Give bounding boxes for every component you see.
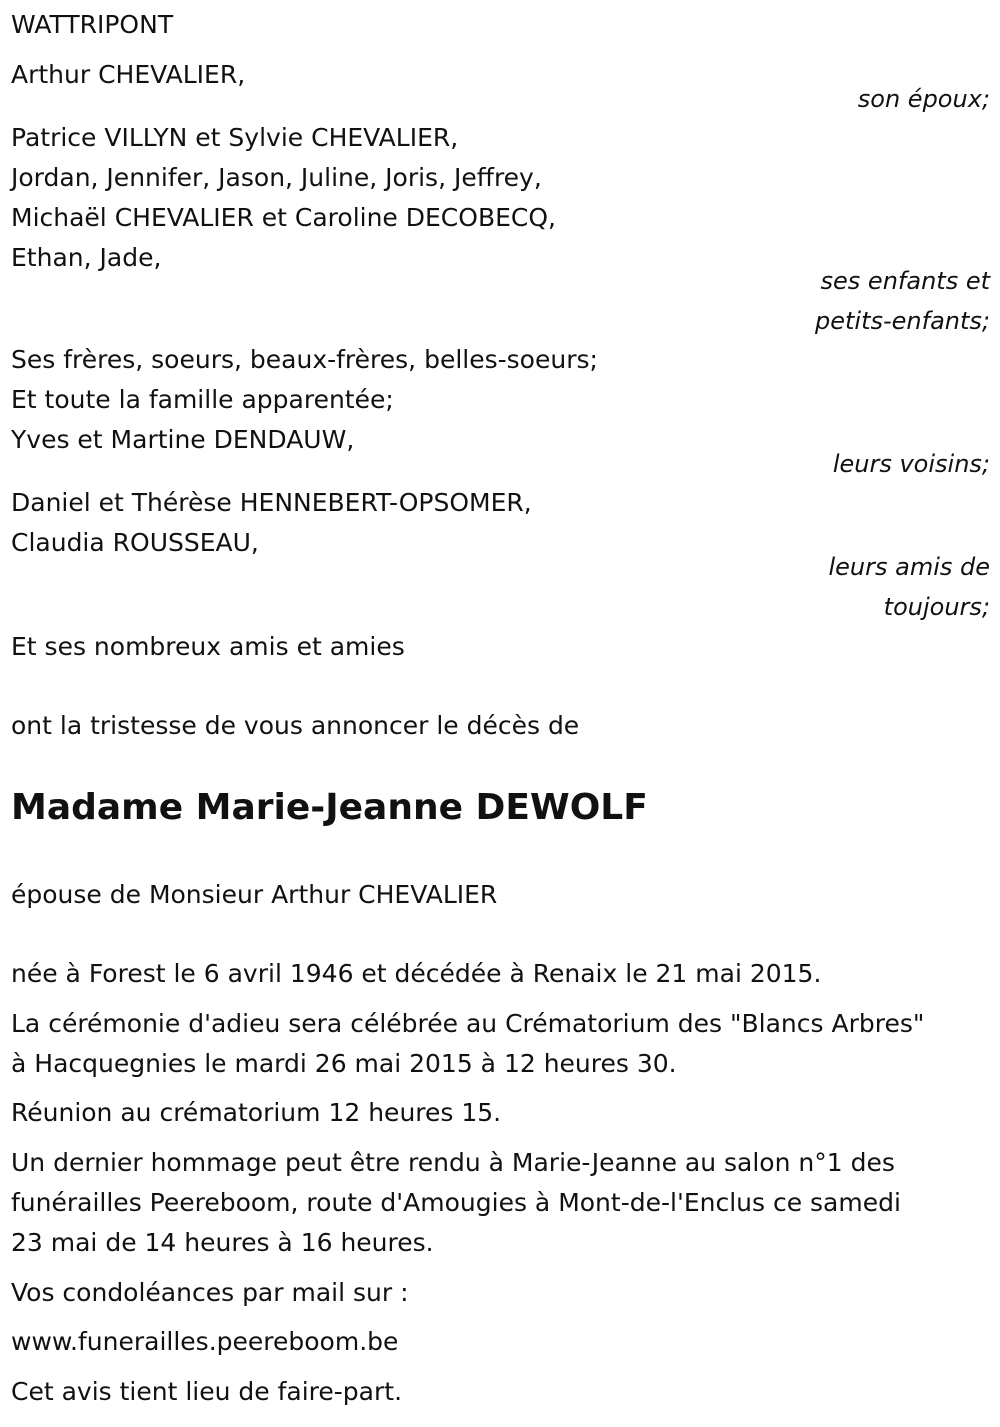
ceremony-line: à Hacquegnies le mardi 26 mai 2015 à 12 heures 30. (11, 1049, 677, 1078)
others-line: Et ses nombreux amis et amies (11, 632, 405, 661)
children-line: Ethan, Jade, (11, 243, 162, 272)
spouse-name: Arthur CHEVALIER, (11, 60, 246, 89)
tribute-line: funérailles Peereboom, route d'Amougies à Mont-de-l'Enclus ce samedi (11, 1188, 901, 1217)
birth-death-line: née à Forest le 6 avril 1946 et décédée à Renaix le 21 mai 2015. (11, 959, 822, 988)
children-role: petits-enfants; (815, 307, 990, 335)
closing-line: Cet avis tient lieu de faire-part. (11, 1377, 403, 1406)
neighbours-role: leurs voisins; (832, 450, 990, 478)
children-line: Jordan, Jennifer, Jason, Juline, Joris, Jeffrey, (11, 163, 542, 192)
friends-role: toujours; (883, 593, 990, 621)
friends-line: Daniel et Thérèse HENNEBERT-OPSOMER, (11, 488, 532, 517)
family-line: Et toute la famille apparentée; (11, 385, 394, 414)
deceased-name: Madame Marie-Jeanne DEWOLF (11, 787, 648, 828)
website-link[interactable]: www.funerailles.peereboom.be (11, 1327, 399, 1356)
place-name: WATTRIPONT (11, 10, 174, 39)
ceremony-line: La cérémonie d'adieu sera célébrée au Crématorium des "Blancs Arbres" (11, 1009, 925, 1038)
condolences-line: Vos condoléances par mail sur : (11, 1278, 409, 1307)
neighbours-line: Yves et Martine DENDAUW, (11, 425, 355, 454)
friends-line: Claudia ROUSSEAU, (11, 528, 259, 557)
children-line: Patrice VILLYN et Sylvie CHEVALIER, (11, 123, 459, 152)
friends-role: leurs amis de (828, 553, 990, 581)
announcement-intro: ont la tristesse de vous annoncer le décès de (11, 711, 580, 740)
tribute-line: 23 mai de 14 heures à 16 heures. (11, 1228, 434, 1257)
siblings-line: Ses frères, soeurs, beaux-frères, belles-soeurs; (11, 345, 598, 374)
meeting-line: Réunion au crématorium 12 heures 15. (11, 1098, 502, 1127)
children-role: ses enfants et (820, 267, 990, 295)
spouse-of-line: épouse de Monsieur Arthur CHEVALIER (11, 880, 498, 909)
children-line: Michaël CHEVALIER et Caroline DECOBECQ, (11, 203, 556, 232)
tribute-line: Un dernier hommage peut être rendu à Marie-Jeanne au salon n°1 des (11, 1148, 895, 1177)
spouse-role: son époux; (857, 85, 990, 113)
